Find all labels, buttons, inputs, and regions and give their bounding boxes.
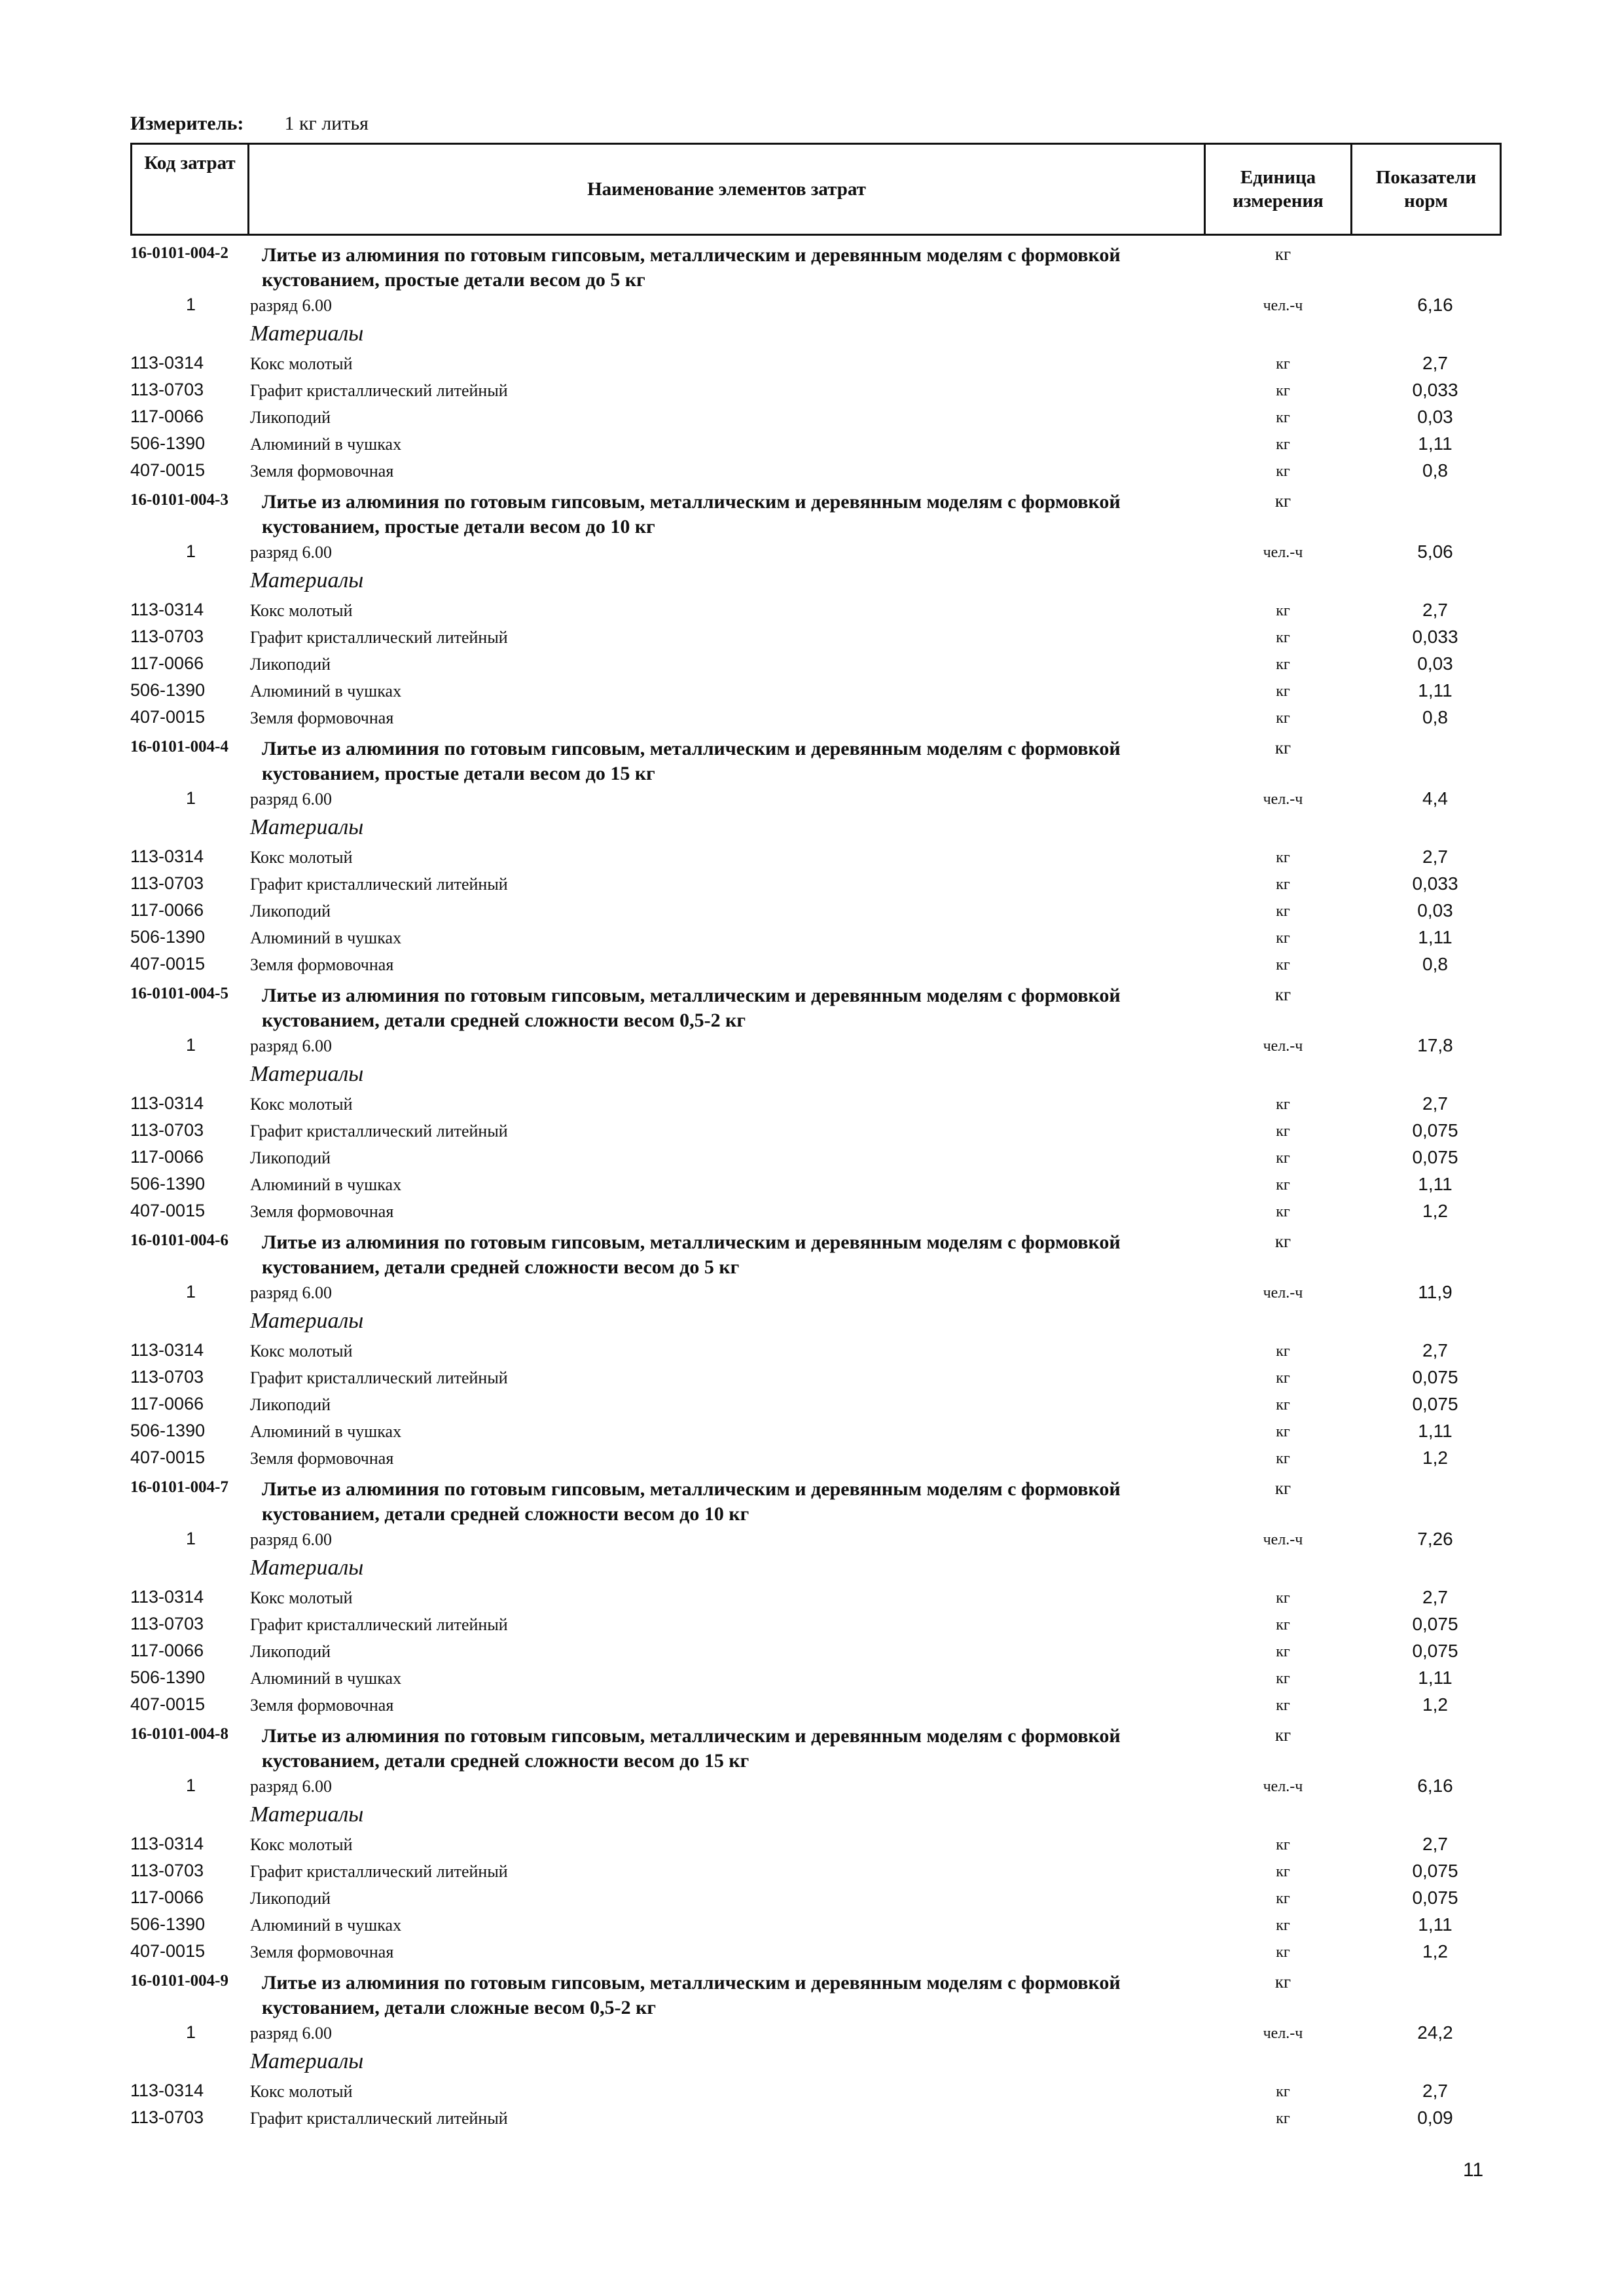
item-norm: 7,26 [1417,1529,1453,1549]
item-code: 113-0314 [130,1093,204,1113]
item-norm: 1,11 [1418,1174,1453,1194]
item-unit: кг [1276,849,1290,866]
materials-subheading [0,1800,1624,1831]
section-row [0,1965,1624,2020]
item-name: Кокс молотый [250,1095,353,1114]
table-row [0,1279,1624,1306]
item-norm: 0,03 [1417,407,1453,427]
item-code: 506-1390 [130,1667,206,1687]
materials-label: Материалы [250,568,364,592]
item-norm: 6,16 [1417,295,1453,315]
item-name: Графит кристаллический литейный [250,1121,508,1140]
table-row [0,1445,1624,1472]
item-name: разряд 6.00 [250,2024,332,2043]
materials-label: Материалы [250,1556,364,1580]
table-row [0,1858,1624,1885]
item-code: 407-0015 [130,707,206,727]
table-row [0,624,1624,651]
section-code: 16-0101-004-4 [130,738,228,756]
item-name: Ликоподий [250,902,331,920]
item-unit: кг [1276,1343,1290,1360]
item-norm: 0,033 [1412,627,1458,647]
item-code: 1 [185,1776,196,1795]
materials-subheading [0,812,1624,844]
item-norm: 2,7 [1422,600,1448,620]
item-name: разряд 6.00 [250,296,332,315]
item-norm: 1,2 [1422,1941,1448,1961]
section-unit: кг [1274,1231,1291,1251]
meter-line [130,113,369,135]
item-norm: 0,075 [1412,1614,1458,1634]
item-unit: кг [1276,1423,1290,1440]
item-code: 113-0703 [130,380,204,399]
section-code: 16-0101-004-8 [130,1725,228,1743]
meter-label: Измеритель: [130,113,244,134]
item-code: 117-0066 [130,653,204,673]
item-code: 117-0066 [130,1887,204,1907]
item-code: 1 [185,541,196,561]
item-unit: кг [1276,1396,1290,1413]
section-row [0,484,1624,539]
item-code: 117-0066 [130,407,204,426]
table-row [0,1939,1624,1965]
item-norm: 0,075 [1412,1641,1458,1661]
item-code: 113-0703 [130,1861,204,1880]
item-name: Земля формовочная [250,1942,394,1961]
item-name: Кокс молотый [250,1341,353,1360]
item-unit: кг [1276,1944,1290,1961]
table-header [130,143,1502,236]
table-row [0,1118,1624,1144]
header-unit: Единица измерения [1205,144,1352,235]
table-row [0,350,1624,377]
item-unit: кг [1276,436,1290,453]
item-name: Земля формовочная [250,462,394,481]
item-code: 407-0015 [130,1201,206,1220]
meter-value: 1 кг литья [284,113,369,134]
table-row [0,458,1624,484]
item-norm: 0,09 [1417,2107,1453,2128]
item-norm: 2,7 [1422,2081,1448,2101]
item-norm: 1,2 [1422,1694,1448,1715]
materials-label: Материалы [250,1309,364,1333]
item-unit: кг [1276,409,1290,426]
item-name: разряд 6.00 [250,543,332,562]
table-row [0,597,1624,624]
table-row [0,1611,1624,1638]
item-norm: 1,2 [1422,1448,1448,1468]
table-row [0,404,1624,431]
item-norm: 0,075 [1412,1367,1458,1387]
materials-label: Материалы [250,2049,364,2073]
item-norm: 5,06 [1417,541,1453,562]
item-norm: 1,11 [1418,1667,1453,1688]
item-norm: 0,8 [1422,707,1448,727]
section-code: 16-0101-004-5 [130,985,228,1002]
item-norm: 2,7 [1422,1093,1448,1114]
table-row [0,1584,1624,1611]
item-name: Графит кристаллический литейный [250,1615,508,1634]
item-norm: 2,7 [1422,1587,1448,1607]
section-code: 16-0101-004-6 [130,1231,228,1249]
item-unit: кг [1276,1863,1290,1880]
item-code: 1 [185,1035,196,1055]
item-code: 113-0314 [130,847,204,866]
item-unit: кг [1276,1590,1290,1607]
item-unit: чел.-ч [1263,791,1303,808]
table-row [0,2078,1624,2105]
item-norm: 0,8 [1422,460,1448,481]
item-unit: кг [1276,683,1290,700]
item-code: 506-1390 [130,1174,206,1194]
table-row [0,951,1624,978]
item-norm: 0,075 [1412,1120,1458,1140]
item-unit: кг [1276,1450,1290,1467]
item-unit: кг [1276,710,1290,727]
table-row [0,1032,1624,1059]
materials-label: Материалы [250,1062,364,1086]
table-row [0,1665,1624,1692]
item-norm: 6,16 [1417,1776,1453,1796]
table-row [0,678,1624,704]
materials-subheading [0,566,1624,597]
table-body [0,238,1624,2132]
item-unit: чел.-ч [1263,2025,1303,2042]
item-unit: кг [1276,1917,1290,1934]
item-unit: кг [1276,355,1290,373]
section-title: Литье из алюминия по готовым гипсовым, металлическим и деревянным моделям с формовкой кустованием, простые детали весом до 10 кг [262,491,1121,538]
item-norm: 1,11 [1418,680,1453,701]
item-name: Земля формовочная [250,708,394,727]
section-title: Литье из алюминия по готовым гипсовым, металлическим и деревянным моделям с формовкой кустованием, детали средней сложности весом до 5 кг [262,1231,1121,1278]
materials-subheading [0,319,1624,350]
table-row [0,1526,1624,1553]
item-name: разряд 6.00 [250,1530,332,1549]
section-code: 16-0101-004-2 [130,244,228,262]
item-name: разряд 6.00 [250,1036,332,1055]
item-unit: чел.-ч [1263,297,1303,314]
section-unit: кг [1274,244,1291,264]
item-name: Земля формовочная [250,1696,394,1715]
section-title: Литье из алюминия по готовым гипсовым, металлическим и деревянным моделям с формовкой кустованием, детали средней сложности весом до 15 кг [262,1725,1121,1772]
item-unit: кг [1276,903,1290,920]
item-unit: кг [1276,1890,1290,1907]
section-unit: кг [1274,491,1291,511]
item-unit: кг [1276,656,1290,673]
item-unit: кг [1276,957,1290,974]
item-norm: 1,11 [1418,927,1453,947]
item-code: 117-0066 [130,1147,204,1167]
item-name: Графит кристаллический литейный [250,1368,508,1387]
item-norm: 0,075 [1412,1887,1458,1908]
item-name: разряд 6.00 [250,790,332,809]
item-norm: 24,2 [1417,2022,1453,2043]
header-code: Код затрат [132,144,249,235]
item-unit: кг [1276,382,1290,399]
item-code: 1 [185,295,196,314]
item-unit: чел.-ч [1263,544,1303,561]
table-row [0,704,1624,731]
item-name: Графит кристаллический литейный [250,628,508,647]
table-row [0,2020,1624,2047]
item-code: 117-0066 [130,1641,204,1660]
table-row [0,1831,1624,1858]
page-number: 11 [1463,2159,1484,2181]
item-code: 407-0015 [130,1694,206,1714]
item-name: Земля формовочная [250,1202,394,1221]
item-code: 113-0314 [130,600,204,619]
table-row [0,786,1624,812]
item-code: 407-0015 [130,1941,206,1961]
table-row [0,651,1624,678]
item-name: Кокс молотый [250,848,353,867]
item-name: Алюминий в чушках [250,1669,402,1688]
table-row [0,1638,1624,1665]
item-norm: 0,033 [1412,873,1458,894]
item-code: 506-1390 [130,680,206,700]
item-unit: кг [1276,1176,1290,1194]
item-unit: кг [1276,1150,1290,1167]
item-norm: 1,11 [1418,1421,1453,1441]
table-row [0,1773,1624,1800]
item-unit: кг [1276,1123,1290,1140]
section-title: Литье из алюминия по готовым гипсовым, металлическим и деревянным моделям с формовкой кустованием, простые детали весом до 15 кг [262,738,1121,784]
item-code: 506-1390 [130,1421,206,1440]
item-name: Земля формовочная [250,955,394,974]
section-unit: кг [1274,1972,1291,1992]
item-name: Кокс молотый [250,354,353,373]
section-code: 16-0101-004-7 [130,1478,228,1496]
table-row [0,924,1624,951]
item-name: Кокс молотый [250,1835,353,1854]
item-unit: кг [1276,1670,1290,1687]
section-title: Литье из алюминия по готовым гипсовым, металлическим и деревянным моделям с формовкой кустованием, детали средней сложности весом 0,5-2 кг [262,985,1121,1031]
item-code: 1 [185,1529,196,1548]
item-name: Ликоподий [250,408,331,427]
section-row [0,1225,1624,1279]
item-unit: кг [1276,2083,1290,2100]
item-unit: кг [1276,1643,1290,1660]
section-row [0,238,1624,292]
item-unit: кг [1276,629,1290,646]
item-unit: кг [1276,602,1290,619]
section-row [0,1472,1624,1526]
item-name: разряд 6.00 [250,1283,332,1302]
materials-subheading [0,1306,1624,1338]
item-name: Алюминий в чушках [250,1175,402,1194]
item-unit: чел.-ч [1263,1778,1303,1795]
item-code: 113-0703 [130,1120,204,1140]
materials-subheading [0,1553,1624,1584]
item-code: 113-0703 [130,873,204,893]
item-unit: кг [1276,876,1290,893]
item-norm: 2,7 [1422,1340,1448,1360]
section-unit: кг [1274,1478,1291,1498]
table-row [0,1338,1624,1364]
table-row [0,844,1624,871]
item-unit: чел.-ч [1263,1285,1303,1302]
item-code: 117-0066 [130,900,204,920]
item-code: 113-0314 [130,1340,204,1360]
item-name: Кокс молотый [250,601,353,620]
item-code: 1 [185,1282,196,1302]
table-row [0,1091,1624,1118]
section-row [0,978,1624,1032]
table-row [0,1692,1624,1719]
item-code: 113-0703 [130,1367,204,1387]
section-unit: кг [1274,738,1291,757]
table-row [0,1912,1624,1939]
item-unit: кг [1276,2110,1290,2127]
item-name: Ликоподий [250,1889,331,1908]
item-code: 407-0015 [130,460,206,480]
item-code: 113-0314 [130,2081,204,2100]
item-norm: 0,03 [1417,900,1453,920]
item-norm: 0,8 [1422,954,1448,974]
item-norm: 4,4 [1422,788,1448,809]
table-row [0,2105,1624,2132]
item-code: 113-0703 [130,1614,204,1633]
materials-label: Материалы [250,1802,364,1827]
item-unit: кг [1276,930,1290,947]
item-unit: кг [1276,1096,1290,1113]
item-code: 1 [185,2022,196,2042]
item-norm: 1,11 [1418,1914,1453,1935]
item-name: Алюминий в чушках [250,682,402,701]
item-code: 407-0015 [130,1448,206,1467]
table-row [0,539,1624,566]
table-row [0,871,1624,898]
item-name: Земля формовочная [250,1449,394,1468]
item-unit: кг [1276,463,1290,480]
table-row [0,377,1624,404]
item-unit: кг [1276,1203,1290,1220]
table-row [0,898,1624,924]
item-code: 113-0314 [130,1587,204,1607]
table-row [0,1391,1624,1418]
item-norm: 1,11 [1418,433,1453,454]
item-name: Алюминий в чушках [250,928,402,947]
item-code: 407-0015 [130,954,206,974]
header-norm: Показатели норм [1352,144,1501,235]
materials-subheading [0,1059,1624,1091]
table-row [0,1364,1624,1391]
item-code: 113-0703 [130,627,204,646]
item-code: 506-1390 [130,433,206,453]
item-name: Ликоподий [250,1395,331,1414]
item-norm: 2,7 [1422,353,1448,373]
table-row [0,1171,1624,1198]
table-row [0,292,1624,319]
materials-label: Материалы [250,321,364,346]
item-name: Алюминий в чушках [250,1916,402,1935]
section-row [0,1719,1624,1773]
item-unit: чел.-ч [1263,1038,1303,1055]
item-name: Ликоподий [250,655,331,674]
item-unit: кг [1276,1697,1290,1714]
item-name: Алюминий в чушках [250,1422,402,1441]
header-name: Наименование элементов затрат [249,144,1205,235]
item-code: 113-0314 [130,353,204,373]
item-norm: 0,033 [1412,380,1458,400]
table-row [0,1418,1624,1445]
item-unit: кг [1276,1616,1290,1633]
item-code: 117-0066 [130,1394,204,1413]
item-norm: 1,2 [1422,1201,1448,1221]
materials-subheading [0,2047,1624,2078]
item-norm: 0,075 [1412,1394,1458,1414]
item-name: Графит кристаллический литейный [250,381,508,400]
item-code: 506-1390 [130,927,206,947]
item-norm: 0,075 [1412,1147,1458,1167]
item-name: Кокс молотый [250,1588,353,1607]
item-unit: кг [1276,1370,1290,1387]
section-code: 16-0101-004-9 [130,1972,228,1990]
item-name: Алюминий в чушках [250,435,402,454]
item-unit: кг [1276,1836,1290,1853]
item-name: Ликоподий [250,1148,331,1167]
item-name: разряд 6.00 [250,1777,332,1796]
table-row [0,1198,1624,1225]
item-code: 506-1390 [130,1914,206,1934]
section-unit: кг [1274,985,1291,1004]
table-row [0,431,1624,458]
materials-label: Материалы [250,815,364,839]
item-norm: 11,9 [1418,1282,1453,1302]
section-title: Литье из алюминия по готовым гипсовым, металлическим и деревянным моделям с формовкой кустованием, простые детали весом до 5 кг [262,244,1121,291]
section-row [0,731,1624,786]
item-norm: 2,7 [1422,847,1448,867]
section-title: Литье из алюминия по готовым гипсовым, металлическим и деревянным моделям с формовкой кустованием, детали сложные весом 0,5-2 кг [262,1972,1121,2018]
item-norm: 0,075 [1412,1861,1458,1881]
item-name: Графит кристаллический литейный [250,875,508,894]
section-unit: кг [1274,1725,1291,1745]
item-norm: 0,03 [1417,653,1453,674]
table-row [0,1885,1624,1912]
item-norm: 17,8 [1417,1035,1453,1055]
table-row [0,1144,1624,1171]
item-norm: 2,7 [1422,1834,1448,1854]
item-code: 113-0703 [130,2107,204,2127]
item-name: Графит кристаллический литейный [250,1862,508,1881]
section-code: 16-0101-004-3 [130,491,228,509]
item-name: Кокс молотый [250,2082,353,2101]
section-title: Литье из алюминия по готовым гипсовым, металлическим и деревянным моделям с формовкой кустованием, детали средней сложности весом до 10 кг [262,1478,1121,1525]
item-name: Графит кристаллический литейный [250,2109,508,2128]
item-code: 113-0314 [130,1834,204,1853]
item-unit: чел.-ч [1263,1531,1303,1548]
item-code: 1 [185,788,196,808]
item-name: Ликоподий [250,1642,331,1661]
